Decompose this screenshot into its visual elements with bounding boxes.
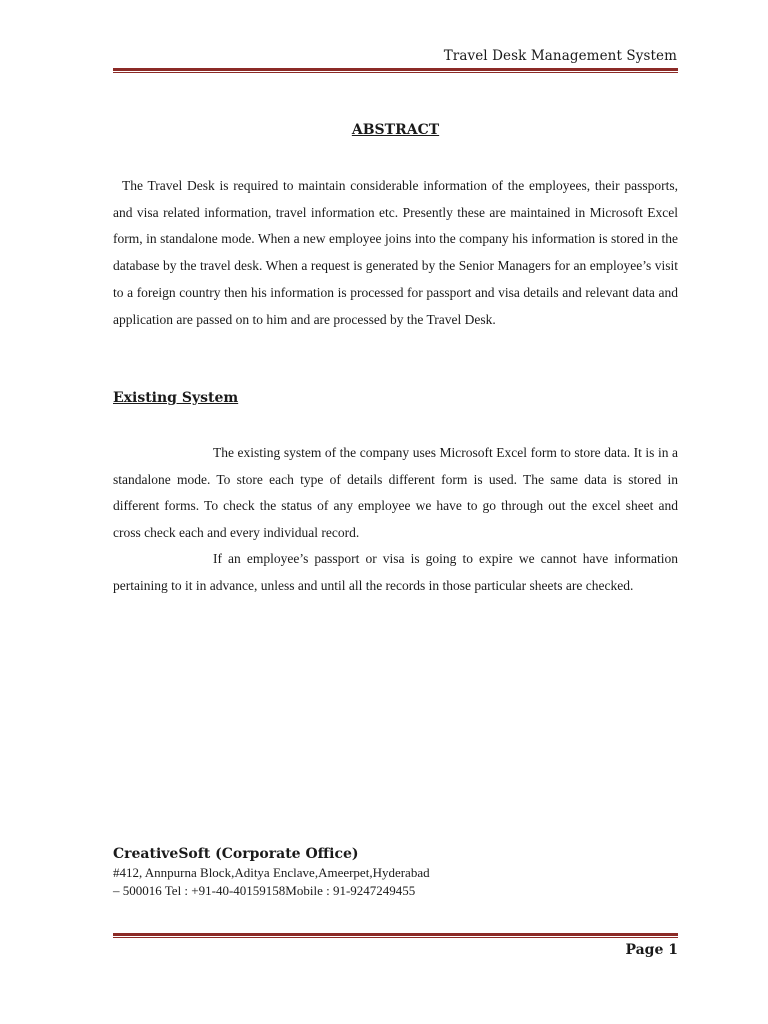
existing-system-heading: Existing System <box>113 390 239 406</box>
page-header-title: Travel Desk Management System <box>443 48 677 64</box>
abstract-paragraph: The Travel Desk is required to maintain considerable information of the employees, their passports, and visa related information, travel information etc. Presently these are maintained in Microsoft Excel form, in standalone mode. When a new employee joins into the company his information is stored in the database by the travel desk. When a request is generated by the Senior Managers for an employee’s visit to a foreign country then his information is processed for passport and visa details and relevant data and application are passed on to him and are processed by the Travel Desk. <box>113 178 678 327</box>
office-address-line-1: #412, Annpurna Block,Aditya Enclave,Ameerpet,Hyderabad <box>113 865 430 880</box>
office-address-line-2: – 500016 Tel : +91-40-40159158Mobile : 91-9247249455 <box>113 883 416 898</box>
office-name: CreativeSoft (Corporate Office) <box>113 846 359 862</box>
office-address <box>113 864 430 900</box>
header-divider <box>113 68 678 73</box>
footer-divider <box>113 933 678 938</box>
existing-system-paragraph-1: The existing system of the company uses Microsoft Excel form to store data. It is in a standalone mode. To store each type of details different form is used. The same data is stored in different forms. To check the status of any employee we have to go through out the excel sheet and cross check each and every individual record. <box>113 445 678 541</box>
page-number: Page 1 <box>625 942 678 958</box>
existing-system-paragraph-2: If an employee’s passport or visa is going to expire we cannot have information pertaining to it in advance, unless and until all the records in those particular sheets are checked. <box>113 551 678 593</box>
abstract-heading: ABSTRACT <box>351 122 440 138</box>
